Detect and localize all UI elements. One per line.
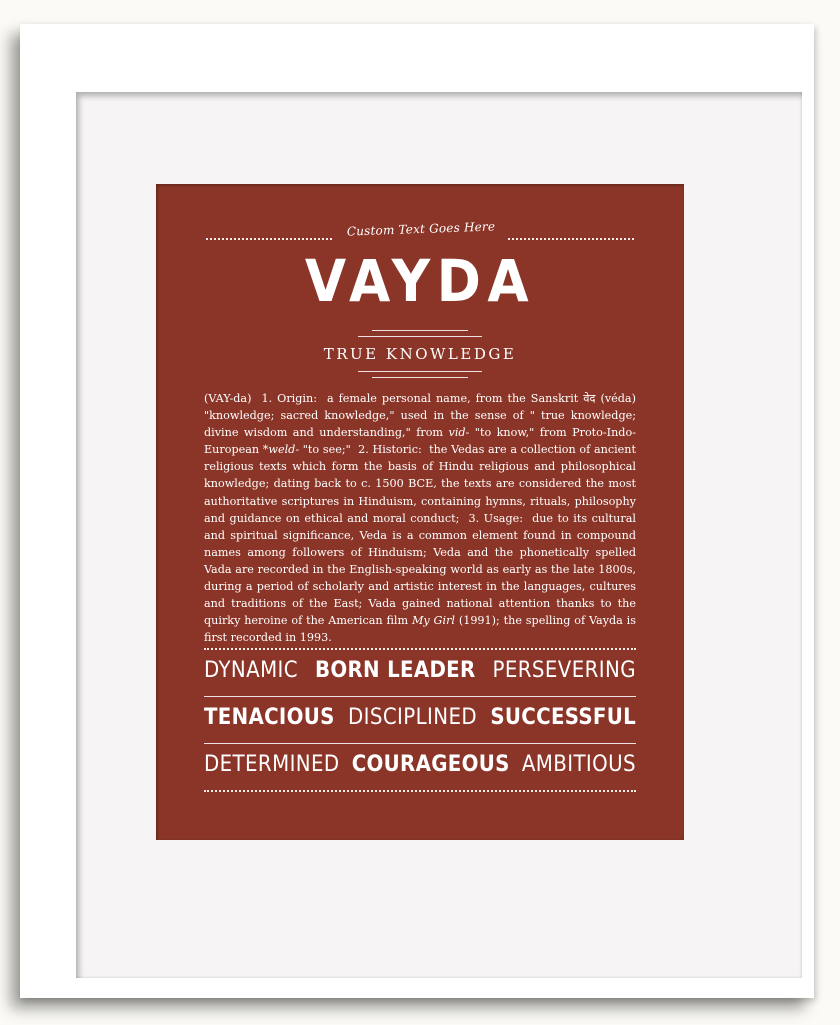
historic-text: the Vedas are a collection of ancient religious texts which form the basis of Hindu religious and philosophical knowledge; dating back to c. 1500 BCE, the texts are considered the most authoritative scriptures in Hinduism, containing hymns, rituals, philosophy and guidance on ethical and moral conduct;	[204, 443, 637, 525]
trait-word: AMBITIOUS	[521, 752, 636, 777]
name-definition	[204, 390, 636, 646]
root-vid: vid-	[448, 426, 470, 440]
trait-row	[204, 752, 636, 782]
name-meaning: TRUE KNOWLEDGE	[323, 345, 517, 363]
root-weld: *weld-	[262, 443, 300, 457]
meaning-rule-top-2	[358, 336, 482, 337]
origin-label: 1. Origin:	[261, 392, 317, 405]
traits-dotted-rule-top	[204, 648, 636, 650]
trait-word: COURAGEOUS	[351, 752, 510, 777]
usage-label: 3. Usage:	[468, 511, 524, 525]
header-dotted-rule-left	[206, 238, 332, 240]
pronunciation: (VAY-da)	[204, 392, 252, 405]
meaning-rule-bottom-2	[372, 377, 468, 378]
trait-word: DISCIPLINED	[347, 705, 478, 730]
custom-text: Custom Text Goes Here	[346, 219, 496, 239]
origin-text-2: "to know," from Proto-Indo-European	[204, 426, 636, 457]
trait-word: PERSEVERING	[492, 658, 636, 683]
trait-word: DETERMINED	[204, 752, 340, 777]
trait-row	[204, 658, 636, 688]
historic-label: 2. Historic:	[358, 443, 422, 457]
trait-divider	[204, 696, 636, 697]
name-title: VAYDA	[304, 247, 536, 315]
origin-text: a female personal name, from the Sanskrit वेद (véda) "knowledge; sacred knowledge," used in the sense of " true knowledge; divine wisdom and understanding," from	[204, 392, 636, 440]
trait-word: DYNAMIC	[204, 658, 299, 683]
usage-text-2: (1991); the spelling of Vayda is first recorded in 1993.	[204, 614, 636, 645]
meaning-rule-top-1	[372, 330, 468, 331]
film-title: My Girl	[411, 614, 455, 628]
origin-text-3: "to see;"	[299, 443, 351, 457]
meaning-rule-bottom-1	[358, 371, 482, 372]
header-dotted-rule-right	[508, 238, 634, 240]
traits-dotted-rule-bottom	[204, 790, 636, 792]
trait-divider	[204, 743, 636, 744]
name-print	[156, 184, 684, 840]
usage-text: due to its cultural and spiritual significance, Veda is a common element found in compound names among followers of Hinduism; Veda and the phonetically spelled Vada are recorded in the English-speaking world as early as the late 1800s, during a period of scholarly and artistic interest in the languages, cultures and traditions of the East; Vada gained national attention thanks to the quirky heroine of the American film	[204, 511, 636, 628]
trait-row	[204, 705, 636, 735]
trait-word: BORN LEADER	[315, 658, 476, 683]
trait-word: SUCCESSFUL	[490, 705, 636, 730]
trait-word: TENACIOUS	[204, 705, 335, 730]
